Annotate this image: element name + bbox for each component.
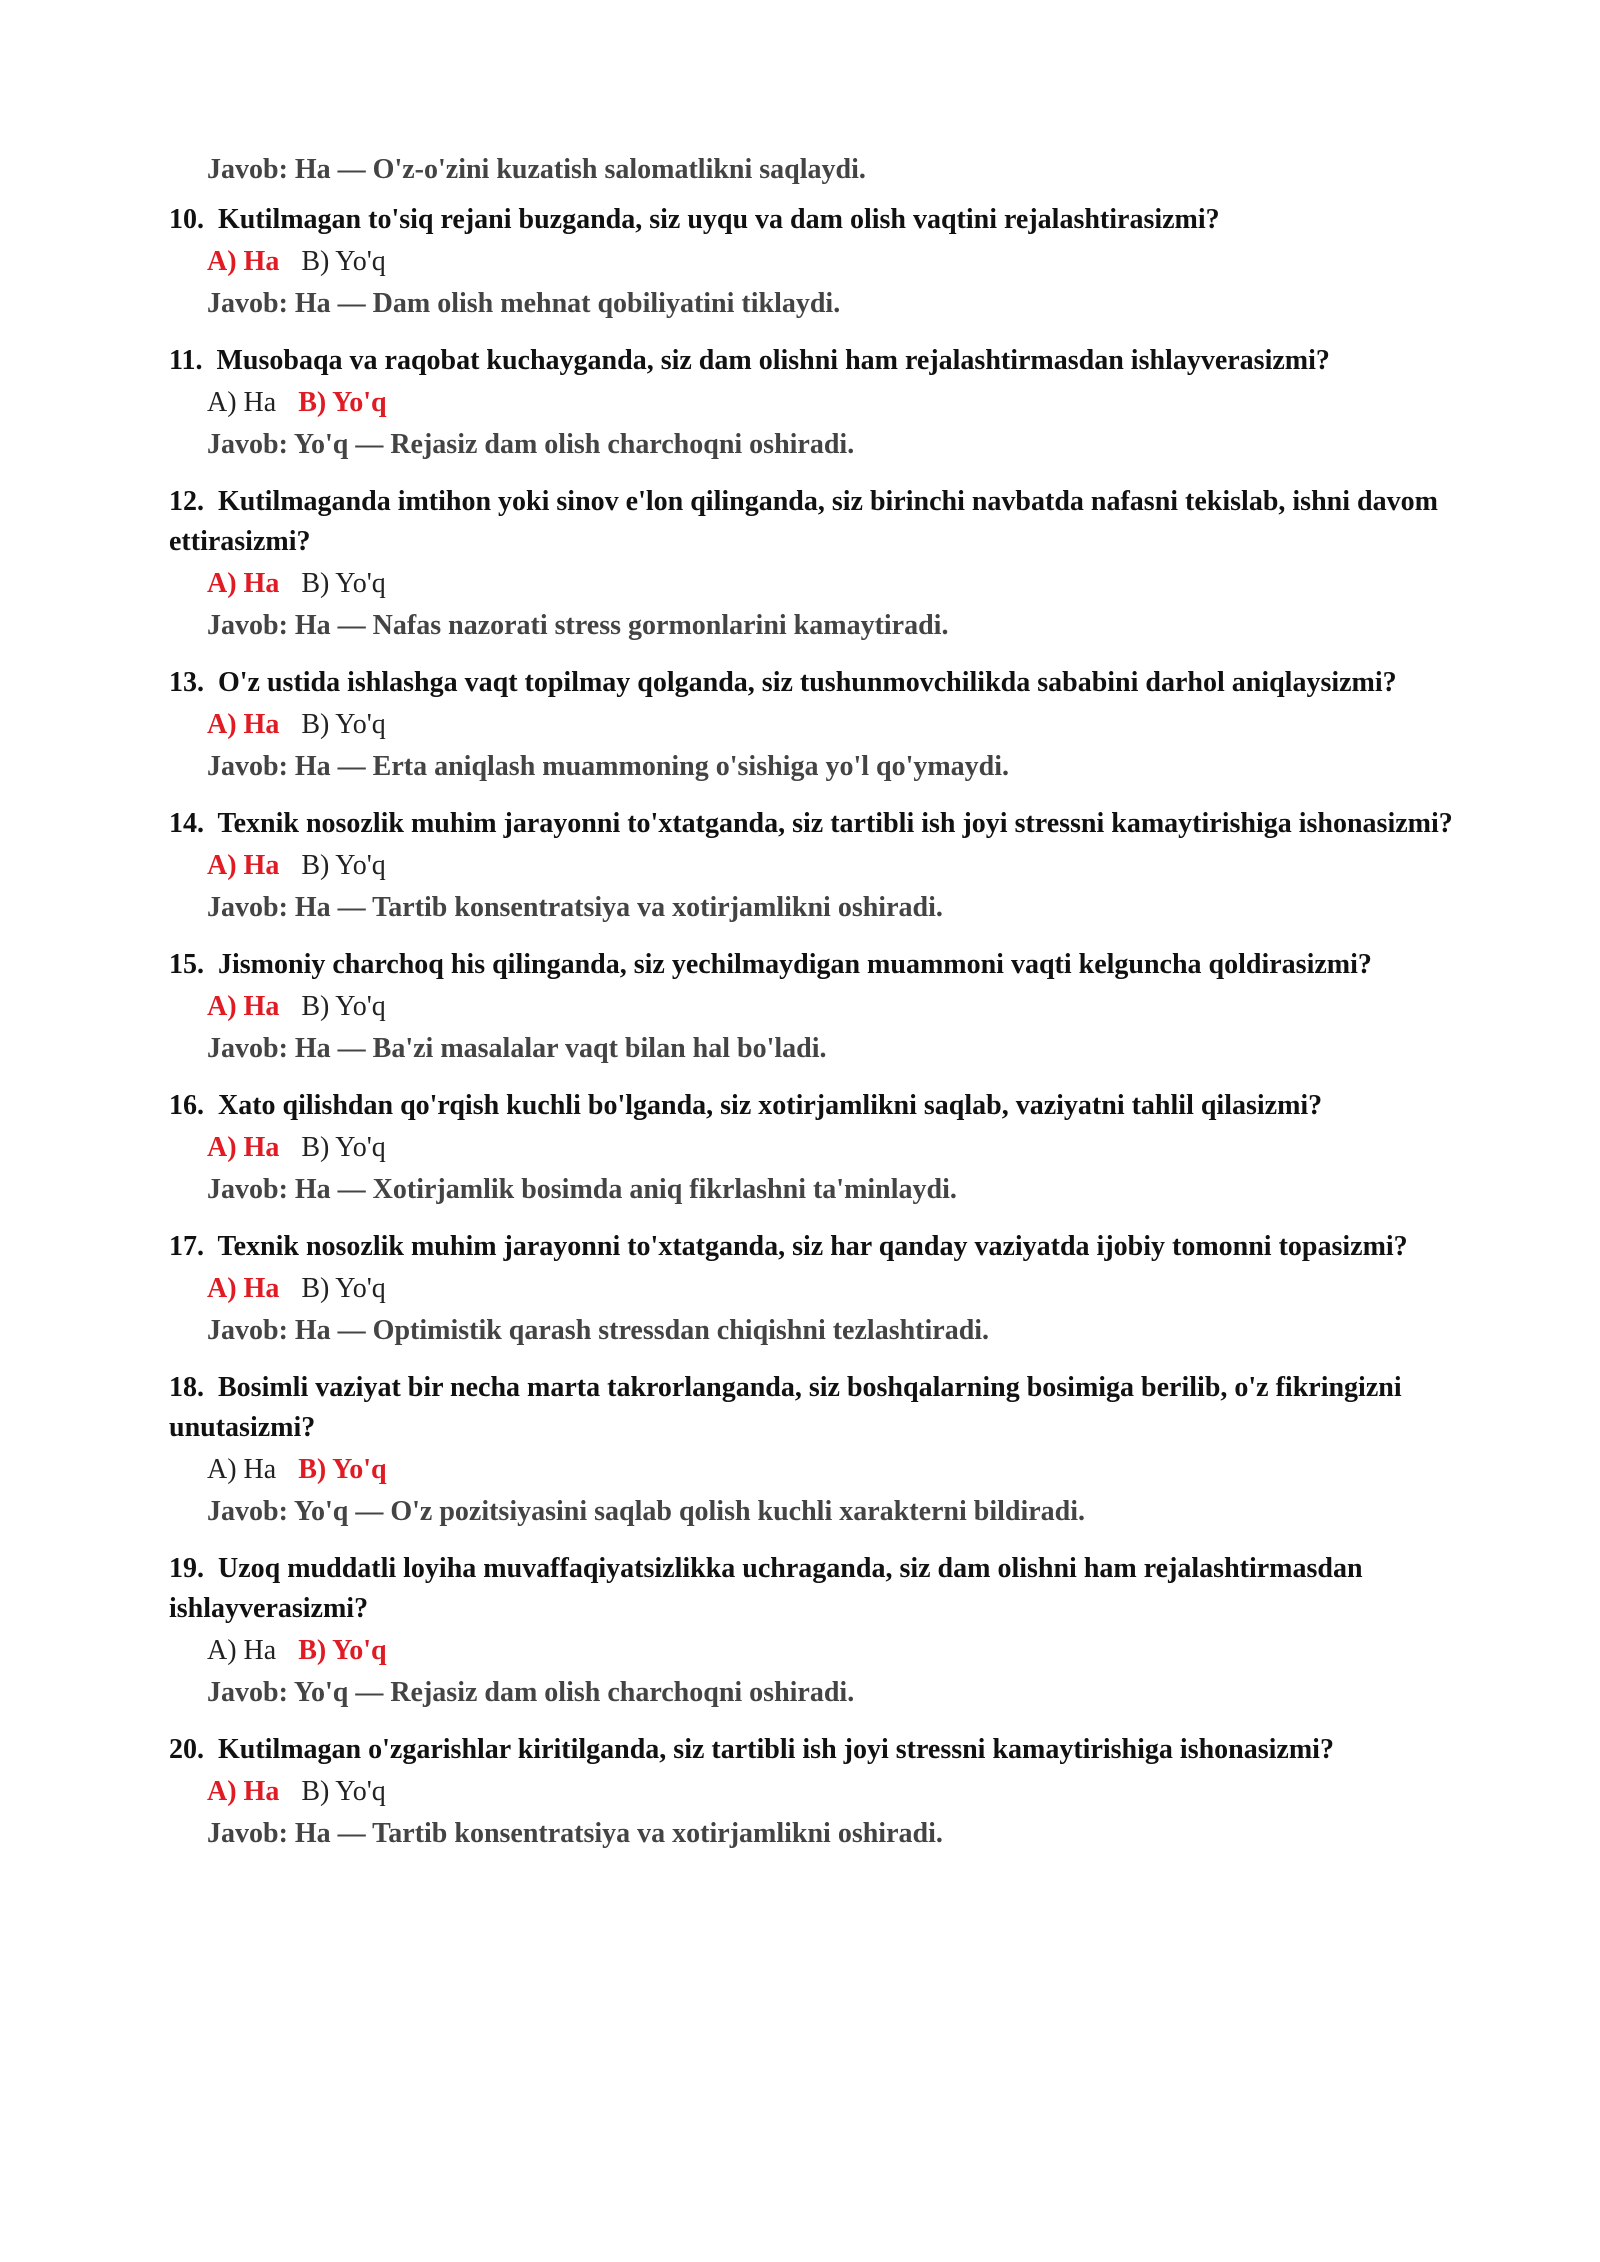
question-body: Texnik nosozlik muhim jarayonni to'xtatganda, siz har qanday vaziyatda ijobiy tomonni topasizmi?	[217, 1231, 1408, 1262]
question-block	[169, 1227, 1480, 1351]
question-text	[169, 945, 1480, 985]
question-body: Musobaqa va raqobat kuchayganda, siz dam olishni ham rejalashtirmasdan ishlayverasizmi?	[216, 345, 1330, 376]
answer-line: Javob: Ha — Optimistik qarash stressdan chiqishni tezlashtiradi.	[207, 1315, 990, 1346]
question-block	[169, 663, 1480, 787]
question-block	[169, 1730, 1480, 1854]
answer-options	[169, 242, 1480, 282]
question-number: 13.	[169, 667, 204, 698]
question-text	[169, 1368, 1480, 1448]
question-block	[169, 1086, 1480, 1210]
question-block	[169, 1549, 1480, 1713]
question-block	[169, 945, 1480, 1069]
option-b[interactable]: B) Yo'q	[301, 246, 386, 277]
question-body: O'z ustida ishlashga vaqt topilmay qolganda, siz tushunmovchilikda sababini darhol aniqlaysizmi?	[218, 667, 1397, 698]
option-a[interactable]: A) Ha	[207, 246, 280, 277]
answer-options	[169, 1631, 1480, 1671]
question-text	[169, 1730, 1480, 1770]
answer-options	[169, 383, 1480, 423]
question-block	[169, 482, 1480, 646]
question-block	[169, 804, 1480, 928]
question-number: 10.	[169, 204, 204, 235]
question-text	[169, 1086, 1480, 1126]
answer-options	[169, 1450, 1480, 1490]
answer-options	[169, 705, 1480, 745]
question-body: Bosimli vaziyat bir necha marta takrorlanganda, siz boshqalarning bosimiga berilib, o'z fikringizni unutasizmi?	[169, 1372, 1409, 1443]
question-text	[169, 200, 1480, 240]
answer-line: Javob: Ha — O'z-o'zini kuzatish salomatlikni saqlaydi.	[207, 154, 866, 185]
answer-line: Javob: Ha — Erta aniqlash muammoning o'sishiga yo'l qo'ymaydi.	[207, 751, 1010, 782]
question-number: 14.	[169, 808, 204, 839]
answer-options	[169, 1128, 1480, 1168]
answer-options	[169, 987, 1480, 1027]
option-a[interactable]: A) Ha	[207, 387, 277, 418]
question-number: 12.	[169, 486, 204, 517]
option-a[interactable]: A) Ha	[207, 709, 280, 740]
answer-line: Javob: Ha — Tartib konsentratsiya va xotirjamlikni oshiradi.	[207, 892, 943, 923]
option-b[interactable]: B) Yo'q	[301, 1776, 386, 1807]
option-a[interactable]: A) Ha	[207, 991, 280, 1022]
question-text	[169, 804, 1480, 844]
question-body: Texnik nosozlik muhim jarayonni to'xtatganda, siz tartibli ish joyi stressni kamaytirishiga ishonasizmi?	[217, 808, 1453, 839]
option-b[interactable]: B) Yo'q	[301, 1273, 386, 1304]
option-a[interactable]: A) Ha	[207, 1776, 280, 1807]
answer-options	[169, 1269, 1480, 1309]
question-text	[169, 341, 1480, 381]
question-number: 11.	[169, 345, 203, 376]
question-body: Uzoq muddatli loyiha muvaffaqiyatsizlikka uchraganda, siz dam olishni ham rejalashtirmasdan ishlayverasizmi?	[169, 1553, 1370, 1624]
option-b[interactable]: B) Yo'q	[298, 1454, 387, 1485]
option-b[interactable]: B) Yo'q	[298, 1635, 387, 1666]
option-a[interactable]: A) Ha	[207, 1273, 280, 1304]
answer-line: Javob: Ha — Xotirjamlik bosimda aniq fikrlashni ta'minlaydi.	[207, 1174, 957, 1205]
question-text	[169, 1549, 1480, 1629]
question-body: Jismoniy charchoq his qilinganda, siz yechilmaydigan muammoni vaqti kelguncha qoldirasizmi?	[218, 949, 1372, 980]
answer-line: Javob: Yo'q — Rejasiz dam olish charchoqni oshiradi.	[207, 429, 855, 460]
option-b[interactable]: B) Yo'q	[301, 568, 386, 599]
answer-line: Javob: Yo'q — Rejasiz dam olish charchoqni oshiradi.	[207, 1677, 855, 1708]
question-number: 16.	[169, 1090, 204, 1121]
option-b[interactable]: B) Yo'q	[301, 709, 386, 740]
answer-options	[169, 564, 1480, 604]
answer-options	[169, 846, 1480, 886]
question-list	[169, 200, 1480, 1854]
question-text	[169, 482, 1480, 562]
answer-line: Javob: Ha — Nafas nazorati stress gormonlarini kamaytiradi.	[207, 610, 949, 641]
option-b[interactable]: B) Yo'q	[301, 1132, 386, 1163]
option-b[interactable]: B) Yo'q	[298, 387, 387, 418]
question-number: 17.	[169, 1231, 204, 1262]
question-number: 19.	[169, 1553, 204, 1584]
question-text	[169, 1227, 1480, 1267]
answer-options	[169, 1772, 1480, 1812]
question-block	[169, 1368, 1480, 1532]
question-number: 18.	[169, 1372, 204, 1403]
answer-line: Javob: Yo'q — O'z pozitsiyasini saqlab qolish kuchli xarakterni bildiradi.	[207, 1496, 1086, 1527]
answer-line: Javob: Ha — Tartib konsentratsiya va xotirjamlikni oshiradi.	[207, 1818, 943, 1849]
option-a[interactable]: A) Ha	[207, 1454, 277, 1485]
option-a[interactable]: A) Ha	[207, 1132, 280, 1163]
option-a[interactable]: A) Ha	[207, 850, 280, 881]
question-number: 20.	[169, 1734, 204, 1765]
option-a[interactable]: A) Ha	[207, 1635, 277, 1666]
question-block	[169, 341, 1480, 465]
question-block	[169, 200, 1480, 324]
option-a[interactable]: A) Ha	[207, 568, 280, 599]
option-b[interactable]: B) Yo'q	[301, 850, 386, 881]
question-body: Kutilmaganda imtihon yoki sinov e'lon qilinganda, siz birinchi navbatda nafasni tekislab, ishni davom ettirasizmi?	[169, 486, 1445, 557]
answer-line: Javob: Ha — Ba'zi masalalar vaqt bilan hal bo'ladi.	[207, 1033, 827, 1064]
question-body: Kutilmagan to'siq rejani buzganda, siz uyqu va dam olish vaqtini rejalashtirasizmi?	[218, 204, 1220, 235]
question-body: Xato qilishdan qo'rqish kuchli bo'lganda, siz xotirjamlikni saqlab, vaziyatni tahlil qilasizmi?	[218, 1090, 1323, 1121]
option-b[interactable]: B) Yo'q	[301, 991, 386, 1022]
question-text	[169, 663, 1480, 703]
question-body: Kutilmagan o'zgarishlar kiritilganda, siz tartibli ish joyi stressni kamaytirishiga ishonasizmi?	[218, 1734, 1334, 1765]
question-number: 15.	[169, 949, 204, 980]
answer-line: Javob: Ha — Dam olish mehnat qobiliyatini tiklaydi.	[207, 288, 841, 319]
